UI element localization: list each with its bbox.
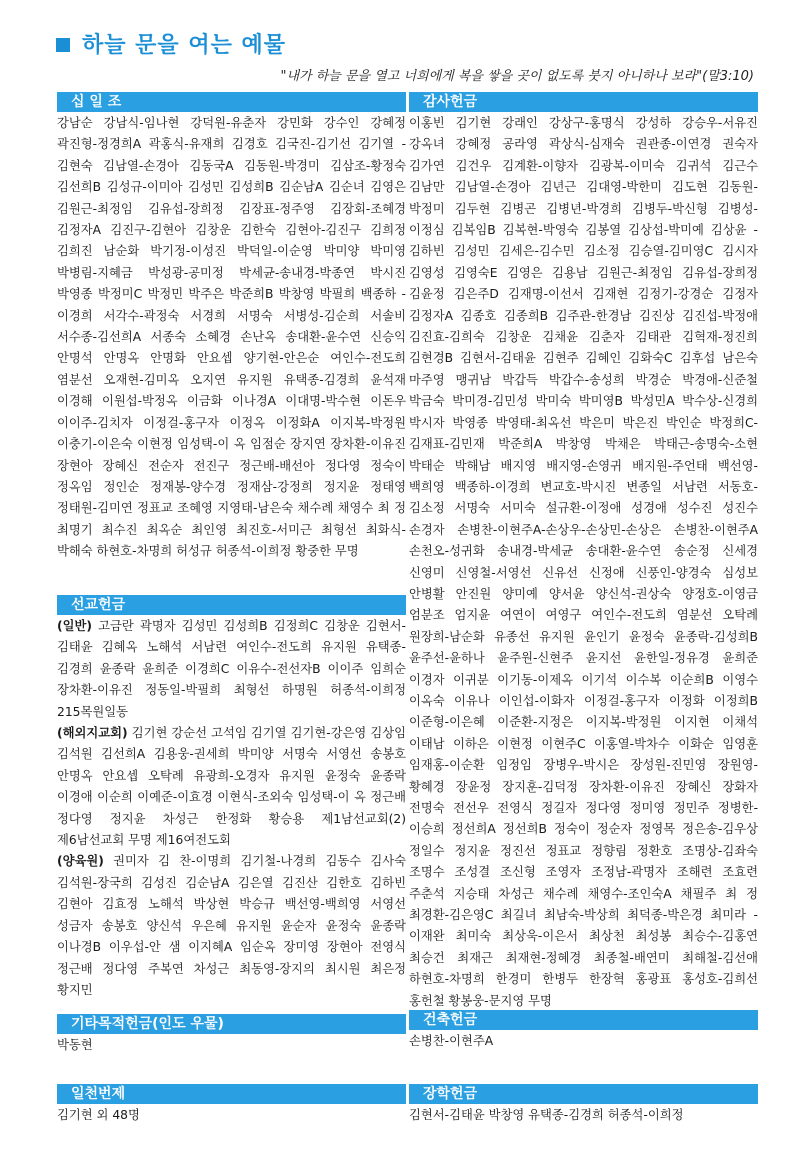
building-heading: 건축헌금	[409, 1010, 758, 1030]
thanks-heading: 감사헌금	[409, 92, 758, 112]
mission-orphanage-names: 권미자 김 찬-이명희 김기철-나경희 김동수 김사숙 김석원-장국희 김성진 김순남A 김은열 김진산 김한호 김하빈 김현아 김효정 노해석 박상현 박승규 백선영-백희영 서영선 성금자 송봉호 양신석 우은혜 유지원 윤순자 윤정숙 윤종락 이나경B 이우섭-안 샘 이지혜A 임순옥 장미영 장현아 전영식 정근배 정다영 주복연 차성근 최동영-장지의 최시원 최은정 황지민	[57, 854, 406, 997]
tithe-section	[57, 92, 406, 563]
millennium-section	[57, 1084, 406, 1126]
page-title: 하늘 문을 여는 예물	[82, 33, 286, 58]
mission-overseas	[57, 723, 406, 851]
thanks-names: 이홍빈 김기현 강래인 강상구-홍명식 강성하 강승우-서유진 강옥녀 강혜정 공라영 곽상식-심재숙 권관종-이연경 권숙자 김가연 김건우 김계환-이향자 김광복-이미숙 김귀석 김근수 김남만 김남열-손경아 김년근 김대영-박한미 김도현 김동원-박정미 김두현 김병곤 김병년-박경희 김병두-박신형 김병성-이정심 김복임B 김복현-박영숙 김봉열 김상섭-박미예 김상윤 -김하빈 김성민 김세은-김수민 김소정 김승열-김미영C 김시자 김영성 김영숙E 김영은 김용남 김원근-최정임 김유섭-장희정 김윤정 김은주D 김재명-이선서 김재현 김정기-강경순 김정자 김정자A 김종호 김종희B 김주관-한경남 김진상 김진섭-박정애 김진효-김희숙 김창운 김채윤 김춘자 김태관 김혁재-정진희 김현경B 김현서-김태윤 김현주 김혜인 김화숙C 김후섭 남은숙 마주영 맹귀남 박갑득 박갑수-송성희 박경순 박경애-신준철 박금숙 박미경-김민성 박미숙 박미영B 박성민A 박수상-신경희 박시자 박영종 박영태-최옥선 박은미 박은진 박인순 박정희C-김재표-김민재 박준희A 박창영 박채은 박태근-송명숙-소현 박태순 박해남 배지영 배지영-손영귀 배지원-주언태 백선영-백희영 백종하-이경희 변교호-박시진 변종일 서남련 서동호-김소정 서명숙 서미숙 설규환-이정애 성경애 성수진 성진수 손경자 손병찬-이현주A-손상우-손상민-손상은 손병찬-이현주A 손천오-성귀화 송내경-박세균 송대환-윤수연 송순정 신세경 신영미 신영철-서영선 신유선 신정애 신풍인-양경숙 심성보 안병활 안진원 양미예 양서윤 양신석-권상숙 양정호-이영금 엄분조 엄지윤 여연이 여영구 여인수-전도희 염분선 오탁례 원장희-남순화 유종선 유지원 윤인기 윤정숙 윤종락-김성희B 윤주선-윤하나 윤주원-신현주 윤지선 윤한일-정유경 윤희준 이경자 이귀분 이기동-이제옥 이기석 이수복 이순희B 이영수 이옥숙 이유나 이인섭-이화자 이정걸-홍구자 이정화 이정희B 이준형-이은혜 이준환-지정은 이지복-박정원 이지현 이채석 이태남 이하은 이현정 이현주C 이홍열-박차수 이화순 임영훈 임재홍-이순환 임정임 장병우-박시은 장성원-진민영 장원영-황혜경 장윤정 장지훈-김덕정 장차환-이유진 장혜신 장화자 전명숙 전선우 전영식 정길자 정다영 정미영 정민주 정병한-이승희 정선희A 정선희B 정숙이 정순자 정영목 정은송-김우상 정일수 정지윤 정진선 정표교 정향림 정환호 조명상-김좌숙 조명수 조성결 조신형 조영자 조정남-곽명자 조해련 조효련 주춘석 지승태 차성근 채수례 채영수-조인숙A 채필주 최 정 최경환-김은영C 최길녀 최남숙-박상희 최덕종-박은경 최미라 -이재완 최미숙 최상욱-이은서 최상천 최성봉 최승수-김홍연 최승건 최재근 최재현-정혜경 최종철-배연미 최해철-김선애 하현호-차명희 한경미 한병두 한장혁 홍광표 홍성호-김희선 홍헌철 황봉웅-문지영 무명	[409, 116, 758, 1008]
mission-overseas-names: 김기현 강순선 고석임 김기열 김기현-강은영 김상임 김석원 김선희A 김용웅-권세희 박미양 서명숙 서영선 송봉호 안명옥 안요셉 오탁례 유광희-오경자 유지원 윤정숙 윤종락 이경애 이순희 이예준-이효경 이현식-조외숙 임성택-이 옥 정근배 정다영 정지윤 차성근 한정화 황승용 제1남선교회(2) 제6남선교회 무명 제16여전도회	[57, 726, 406, 848]
title-square-icon	[56, 38, 70, 52]
mission-orphanage-tag: (양육원)	[57, 854, 104, 869]
other-purpose-section	[57, 1014, 406, 1056]
scholarship-section	[409, 1084, 758, 1126]
title-row	[56, 28, 756, 59]
millennium-heading: 일천번제	[57, 1084, 406, 1104]
mission-heading: 선교헌금	[57, 595, 406, 615]
other-purpose-heading: 기타목적헌금(인도 우물)	[57, 1014, 406, 1034]
mission-general	[57, 616, 406, 723]
tithe-heading: 십 일 조	[57, 92, 406, 112]
scholarship-heading: 장학헌금	[409, 1084, 758, 1104]
building-section	[409, 1010, 758, 1052]
building-names: 손병찬-이현주A	[409, 1034, 494, 1048]
scholarship-names: 김현서-김태윤 박창영 유택종-김경희 허종석-이희정	[409, 1108, 684, 1122]
page-header	[56, 28, 756, 84]
mission-body	[57, 615, 406, 1001]
mission-general-tag: (일반)	[57, 619, 92, 633]
mission-orphanage	[57, 851, 406, 1001]
thanks-section	[409, 92, 758, 1012]
mission-overseas-tag: (해외지교회)	[57, 726, 128, 741]
mission-general-names: 고금란 곽명자 김성민 김성희B 김정희C 김창운 김현서-김태윤 김혜옥 노해석 서남련 여인수-전도희 유지원 유택종-김경희 윤종락 윤희준 이경희C 이유수-전선자B 이이주 임희순 장차환-이유진 정동일-박필희 최형선 하명원 허종석-이희정 215목원일동	[57, 619, 406, 719]
other-purpose-names: 박동현	[57, 1038, 93, 1052]
millennium-names: 김기현 외 48명	[57, 1108, 140, 1122]
bible-verse: "내가 하늘 문을 열고 너희에게 복을 쌓을 곳이 없도록 붓지 아니하나 보라"(말3:10)	[280, 69, 754, 84]
mission-section	[57, 595, 406, 1001]
tithe-names: 강남순 강남식-임나현 강덕원-유춘자 강민화 강수인 강혜정 곽진형-정경희A 곽홍식-유재희 김경호 김국진-김기선 김기열 -김현숙 김남열-손경아 김동국A 김동원-박경미 김삼조-황정숙 김선희B 김성규-이미아 김성민 김성희B 김순남A 김순녀 김영은 김원근-최정임 김유섭-장희정 김장표-정주영 김장회-조혜경 김정자A 김진구-김현아 김창운 김한숙 김현아-김진구 김희정 김희진 남순화 박기정-이성진 박덕일-이순영 박미양 박미영 박병림-지혜금 박성광-공미정 박세균-송내경-박종연 박시진 박영종 박정미C 박정민 박주은 박준희B 박창영 박필희 백종하 -이경희 서각수-곽정숙 서경희 서명숙 서병성-김순희 서솔비 서수종-김선희A 서종숙 소혜경 손난옥 송대환-윤수연 신승익 안명석 안명옥 안명화 안요셉 양기현-안은순 여인수-전도희 염분선 오재현-김미옥 오지연 유지원 유택종-김경희 윤석재 이경해 이원섭-박정옥 이금화 이나경A 이대명-박수현 이돈우 이이주-김치자 이정걸-홍구자 이정옥 이정화A 이지복-박정원 이충기-이은숙 이현정 임성택-이 옥 임점순 장지연 장차환-이유진 장현아 장혜신 전순자 전진구 정근배-배선아 정다영 정숙이 정옥임 정인순 정재봉-양수경 정재삼-강정희 정지윤 정태영 정태원-김미연 정표교 조혜영 지영태-남은숙 채수례 채영수 최 정 최명기 최수진 최옥순 최인영 최진호-서미근 최형선 최화식-박해숙 하현호-차명희 허성규 허종석-이희정 황중한 무명	[57, 116, 406, 559]
